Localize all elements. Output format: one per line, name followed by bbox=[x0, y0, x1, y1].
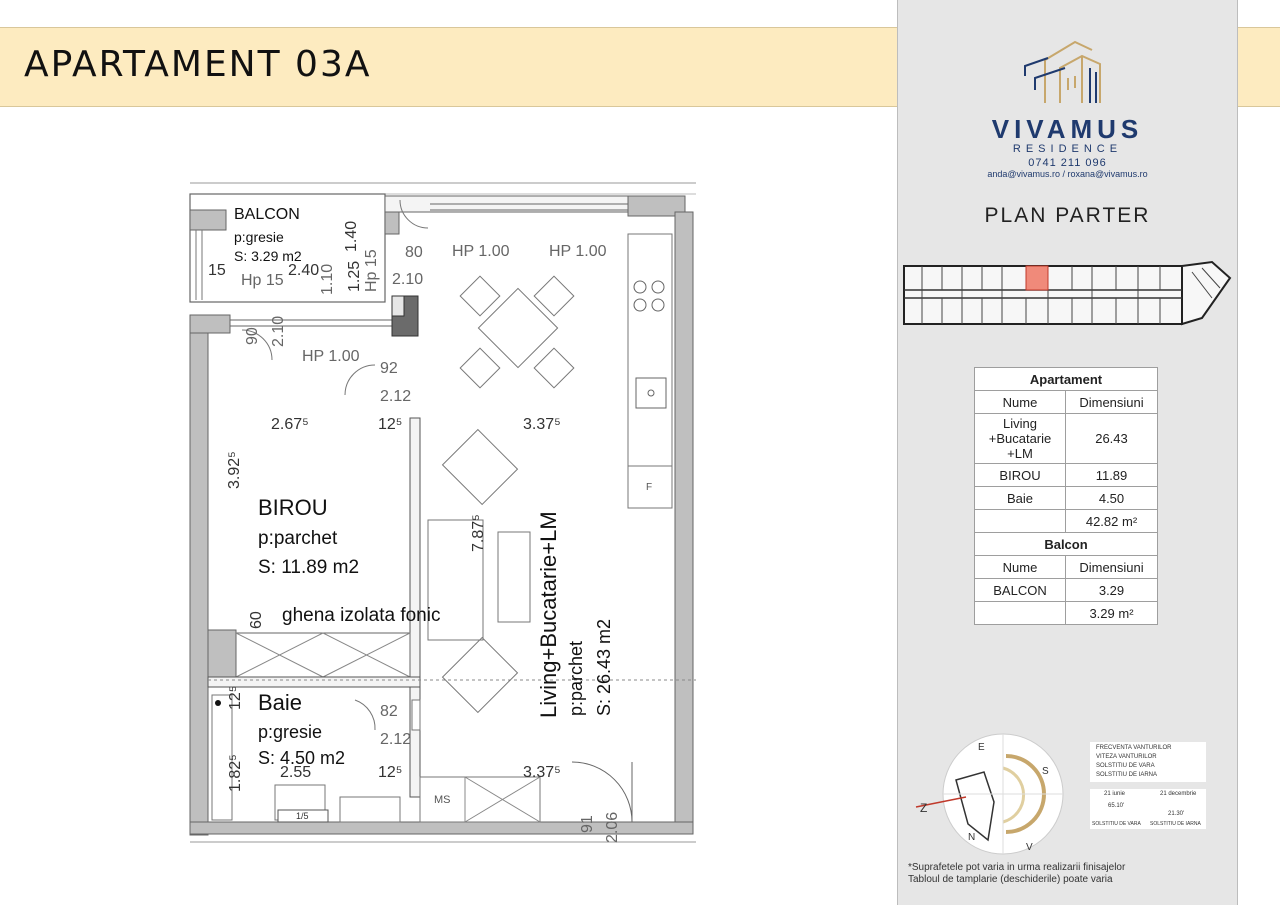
table-row bbox=[975, 579, 1158, 602]
row-name: Baie bbox=[975, 487, 1066, 510]
birou-floor: p:parchet bbox=[258, 528, 338, 549]
compass-label-z: Z bbox=[920, 801, 928, 815]
dim-2-12-b: 2.12 bbox=[380, 731, 412, 748]
dim-hp-1-00-b: HP 1.00 bbox=[549, 243, 607, 260]
dim-1-82: 1.82⁵ bbox=[227, 754, 244, 792]
living-area: S: 26.43 m2 bbox=[594, 618, 614, 716]
table-row bbox=[975, 487, 1158, 510]
dim-15: 15 bbox=[208, 262, 226, 279]
table-row bbox=[975, 414, 1158, 464]
winter-angle: 21.30' bbox=[1168, 811, 1185, 817]
dim-3-37-b: 3.37⁵ bbox=[523, 764, 561, 781]
table-row bbox=[975, 464, 1158, 487]
plan-title: PLAN PARTER bbox=[984, 204, 1151, 227]
legend-item: FRECVENTA VANTURILOR bbox=[1096, 745, 1172, 751]
dim-60: 60 bbox=[248, 611, 265, 629]
compass-label-v: V bbox=[1026, 842, 1033, 853]
legend-item: SOLSTITIU DE IARNA bbox=[1096, 772, 1158, 778]
disclaimer bbox=[908, 862, 1228, 886]
row-value: 4.50 bbox=[1066, 487, 1158, 510]
dim-hp15: Hp 15 bbox=[241, 272, 284, 289]
legend-item: VITEZA VANTURILOR bbox=[1096, 754, 1157, 760]
dim-hp-1-00-c: HP 1.00 bbox=[302, 348, 360, 365]
compass-rose-icon bbox=[906, 732, 1066, 857]
dim-82: 82 bbox=[380, 703, 398, 720]
apt-total: 42.82 m² bbox=[1066, 510, 1158, 533]
highlighted-unit bbox=[1026, 266, 1048, 290]
dim-1-25: 1.25 bbox=[346, 260, 363, 292]
dining-set bbox=[460, 276, 574, 388]
dim-3-92: 3.92⁵ bbox=[226, 451, 243, 489]
wall-left bbox=[190, 315, 208, 835]
dim-2-55: 2.55 bbox=[280, 764, 312, 781]
row-name: BIROU bbox=[975, 464, 1066, 487]
wall-right bbox=[675, 212, 693, 832]
brand-subtitle: RESIDENCE bbox=[1012, 143, 1123, 155]
dim-12-a: 12⁵ bbox=[378, 416, 403, 433]
row-name: Living +Bucatarie +LM bbox=[975, 414, 1066, 464]
summer-angle: 65.10' bbox=[1108, 803, 1125, 809]
dim-2-10-v: 2.10 bbox=[270, 315, 287, 347]
dim-hp15-v: Hp 15 bbox=[363, 249, 380, 292]
col-name: Nume bbox=[975, 391, 1066, 414]
birou-area: S: 11.89 m2 bbox=[258, 557, 360, 578]
row-value: 26.43 bbox=[1066, 414, 1158, 464]
row-value: 3.29 bbox=[1066, 579, 1158, 602]
dim-80: 80 bbox=[405, 244, 423, 261]
row-name: BALCON bbox=[975, 579, 1066, 602]
brand-name: VIVAMUS bbox=[991, 114, 1144, 144]
dim-2-06: 2.06 bbox=[604, 811, 621, 843]
balcon-total: 3.29 m² bbox=[1066, 602, 1158, 625]
dim-2-12: 2.12 bbox=[380, 388, 412, 405]
brand-phone: 0741 211 096 bbox=[1028, 157, 1107, 169]
baie-floor: p:gresie bbox=[258, 722, 323, 742]
baie-name: Baie bbox=[258, 690, 303, 715]
window-code: 1/5 bbox=[296, 811, 309, 821]
vivamus-logo-icon bbox=[1020, 28, 1115, 108]
col-dim: Dimensiuni bbox=[1066, 556, 1158, 579]
area-table bbox=[974, 367, 1158, 625]
ghena-label: ghena izolata fonic bbox=[282, 605, 441, 626]
birou-name: BIROU bbox=[258, 495, 328, 520]
compass-label-e: E bbox=[978, 742, 985, 753]
table-row bbox=[975, 602, 1158, 625]
col-name: Nume bbox=[975, 556, 1066, 579]
ground-floor-mini-plan bbox=[902, 258, 1234, 330]
entrance-door bbox=[572, 762, 632, 822]
kitchen-counter bbox=[628, 234, 672, 508]
dim-2-67: 2.67⁵ bbox=[271, 416, 309, 433]
wall-birou-living bbox=[410, 418, 420, 690]
balcon-header: Balcon bbox=[975, 533, 1158, 556]
ghena bbox=[236, 633, 410, 677]
living-name: Living+Bucatarie+LM bbox=[536, 511, 561, 718]
summer-date: 21 iunie bbox=[1104, 791, 1126, 797]
winter-date: 21 decembrie bbox=[1160, 791, 1197, 797]
baie-area: S: 4.50 m2 bbox=[258, 748, 346, 768]
balcon-floor: p:gresie bbox=[234, 229, 284, 245]
wind-legend bbox=[1090, 742, 1206, 782]
dim-92: 92 bbox=[380, 360, 398, 377]
living-furniture bbox=[428, 430, 530, 713]
dim-1-40: 1.40 bbox=[343, 220, 360, 252]
sidebar bbox=[897, 0, 1238, 905]
dim-2-40: 2.40 bbox=[288, 262, 320, 279]
balcony-wall-left bbox=[190, 210, 226, 230]
living-floor: p:parchet bbox=[566, 640, 586, 716]
sink bbox=[340, 797, 400, 822]
compass-label-n: N bbox=[968, 832, 976, 843]
ms-label: MS bbox=[434, 794, 451, 806]
dim-2-10: 2.10 bbox=[392, 271, 424, 288]
apartment-title: APARTAMENT 03A bbox=[24, 44, 372, 85]
winter-label: SOLSTITIU DE IARNA bbox=[1150, 821, 1201, 827]
compass-label-s: S bbox=[1042, 766, 1049, 777]
col-dim: Dimensiuni bbox=[1066, 391, 1158, 414]
dim-91: 91 bbox=[579, 815, 596, 833]
disclaimer-line-2: Tabloul de tamplarie (deschiderile) poate varia bbox=[908, 874, 1113, 885]
dim-3-37-a: 3.37⁵ bbox=[523, 416, 561, 433]
dim-7-87: 7.87⁵ bbox=[470, 514, 487, 552]
apartament-header: Apartament bbox=[975, 368, 1158, 391]
dim-1-10: 1.10 bbox=[319, 263, 336, 295]
row-value: 11.89 bbox=[1066, 464, 1158, 487]
legend-item: SOLSTITIU DE VARA bbox=[1096, 763, 1155, 769]
dim-90: 90 bbox=[244, 327, 261, 345]
dim-hp-1-00-a: HP 1.00 bbox=[452, 243, 510, 260]
dim-12-v: 12⁵ bbox=[227, 685, 244, 710]
balcon-name: BALCON bbox=[234, 206, 300, 223]
fridge-label: F bbox=[646, 482, 653, 493]
brand-email[interactable]: anda@vivamus.ro / roxana@vivamus.ro bbox=[987, 169, 1148, 179]
table-row bbox=[975, 510, 1158, 533]
dim-12-b: 12⁵ bbox=[378, 764, 403, 781]
solstice-legend bbox=[1090, 789, 1206, 829]
disclaimer-line-1: *Suprafetele pot varia in urma realizarii finisajelor bbox=[908, 862, 1126, 873]
summer-label: SOLSTITIU DE VARA bbox=[1092, 821, 1141, 827]
balcon-area: S: 3.29 m2 bbox=[234, 248, 302, 264]
